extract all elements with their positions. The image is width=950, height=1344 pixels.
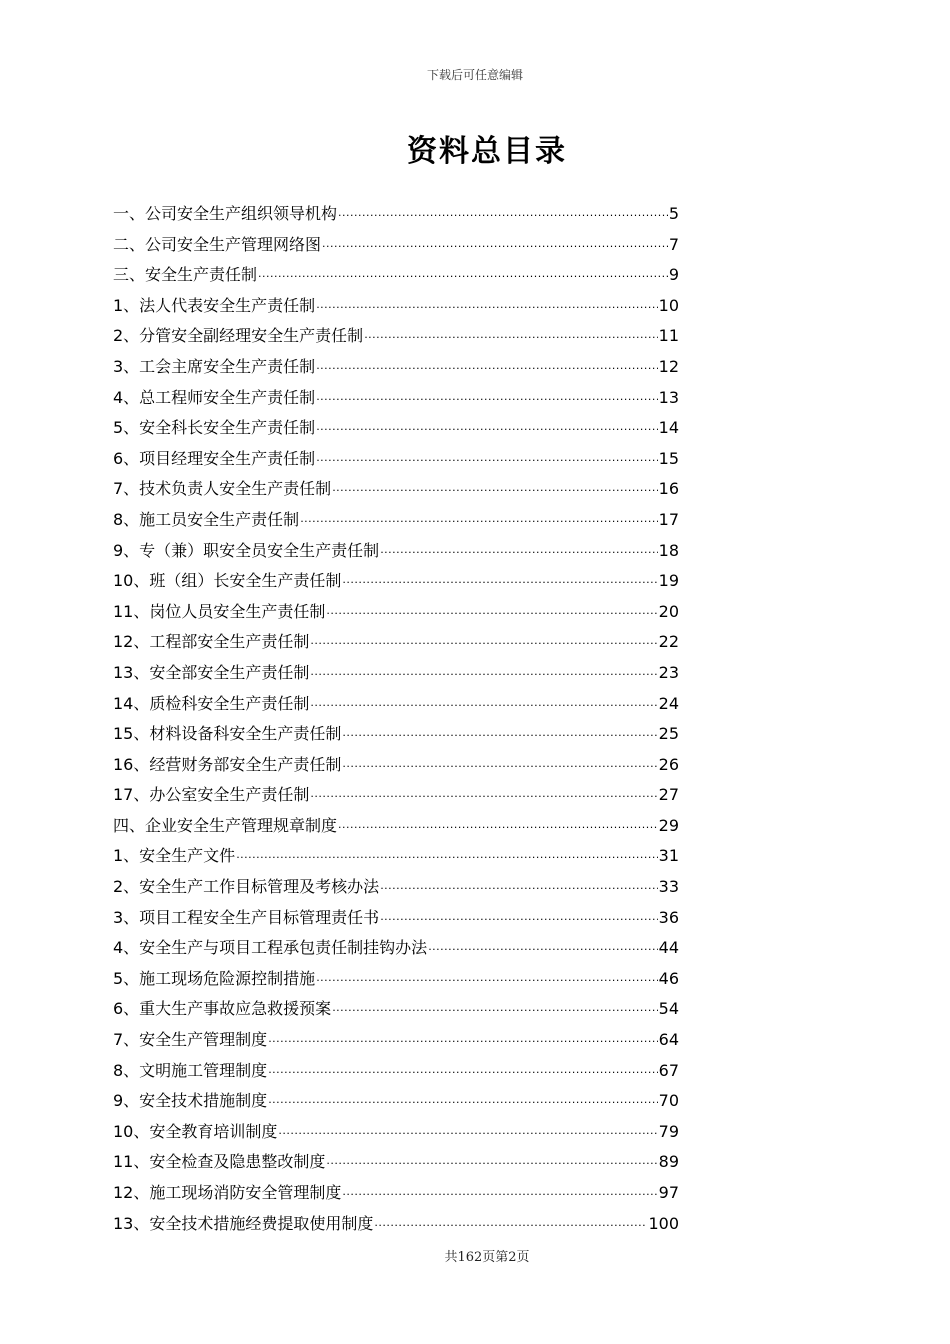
toc-dot-leader xyxy=(326,1149,657,1180)
toc-entry-page-number: 26 xyxy=(658,754,679,774)
toc-entry-page-number: 23 xyxy=(658,662,679,682)
header-note: 下载后可任意编辑 xyxy=(426,68,523,82)
toc-dot-leader xyxy=(300,507,657,538)
toc-entry[interactable] xyxy=(113,536,679,567)
toc-entry-label: 14、质检科安全生产责任制 xyxy=(113,693,310,713)
toc-entry[interactable] xyxy=(113,1086,679,1117)
toc-entry-page-number: 25 xyxy=(658,724,679,744)
toc-dot-leader xyxy=(322,232,668,263)
toc-entry-page-number: 89 xyxy=(658,1152,679,1172)
toc-dot-leader xyxy=(380,874,657,905)
toc-entry-page-number: 14 xyxy=(658,418,679,438)
toc-entry[interactable] xyxy=(113,964,679,995)
toc-entry-page-number: 36 xyxy=(658,907,679,927)
toc-entry-page-number: 13 xyxy=(658,387,679,407)
toc-entry-label: 7、技术负责人安全生产责任制 xyxy=(113,479,332,499)
toc-entry-label: 1、安全生产文件 xyxy=(113,846,236,866)
toc-entry-page-number: 27 xyxy=(658,785,679,805)
toc-entry-label: 1、法人代表安全生产责任制 xyxy=(113,295,316,315)
toc-entry[interactable] xyxy=(113,383,679,414)
toc-dot-leader xyxy=(342,568,657,599)
toc-dot-leader xyxy=(310,629,657,660)
toc-entry-page-number: 15 xyxy=(658,448,679,468)
toc-entry[interactable] xyxy=(113,658,679,689)
toc-entry-page-number: 5 xyxy=(668,204,679,223)
toc-entry[interactable] xyxy=(113,1147,679,1178)
toc-entry-label: 13、安全技术措施经费提取使用制度 xyxy=(113,1213,374,1233)
toc-dot-leader xyxy=(268,1027,657,1058)
toc-entry-label: 16、经营财务部安全生产责任制 xyxy=(113,754,342,774)
page-title: 资料总目录 xyxy=(407,134,567,169)
toc-dot-leader xyxy=(316,385,657,416)
toc-entry[interactable] xyxy=(113,689,679,720)
toc-entry-page-number: 67 xyxy=(658,1060,679,1080)
toc-entry[interactable] xyxy=(113,1209,679,1240)
toc-entry-label: 二、公司安全生产管理网络图 xyxy=(113,234,322,254)
toc-entry-page-number: 7 xyxy=(668,234,679,254)
toc-entry[interactable] xyxy=(113,230,679,261)
toc-entry-label: 9、安全技术措施制度 xyxy=(113,1091,268,1111)
toc-entry-page-number: 10 xyxy=(658,295,679,315)
toc-entry-label: 15、材料设备科安全生产责任制 xyxy=(113,724,342,744)
toc-entry-label: 12、工程部安全生产责任制 xyxy=(113,632,310,652)
toc-entry[interactable] xyxy=(113,1178,679,1209)
table-of-contents xyxy=(113,199,679,1239)
toc-entry[interactable] xyxy=(113,566,679,597)
toc-entry-page-number: 24 xyxy=(658,693,679,713)
toc-entry[interactable] xyxy=(113,321,679,352)
toc-entry-label: 一、公司安全生产组织领导机构 xyxy=(113,204,338,223)
toc-entry[interactable] xyxy=(113,903,679,934)
toc-entry[interactable] xyxy=(113,291,679,322)
toc-dot-leader xyxy=(278,1119,657,1150)
toc-entry-page-number: 17 xyxy=(658,509,679,529)
toc-entry-page-number: 70 xyxy=(658,1091,679,1111)
toc-entry[interactable] xyxy=(113,1025,679,1056)
toc-entry-page-number: 16 xyxy=(658,479,679,499)
toc-entry-label: 11、岗位人员安全生产责任制 xyxy=(113,601,326,621)
toc-entry[interactable] xyxy=(113,1056,679,1087)
toc-entry[interactable] xyxy=(113,352,679,383)
toc-entry-label: 8、施工员安全生产责任制 xyxy=(113,509,300,529)
toc-entry-page-number: 31 xyxy=(658,846,679,866)
toc-entry-page-number: 33 xyxy=(658,877,679,897)
toc-entry-page-number: 12 xyxy=(658,356,679,376)
toc-entry-label: 6、重大生产事故应急救援预案 xyxy=(113,999,332,1019)
toc-entry[interactable] xyxy=(113,872,679,903)
toc-entry-label: 5、施工现场危险源控制措施 xyxy=(113,968,316,988)
toc-entry[interactable] xyxy=(113,1117,679,1148)
toc-entry-label: 2、安全生产工作目标管理及考核办法 xyxy=(113,877,380,897)
toc-entry-label: 10、安全教育培训制度 xyxy=(113,1121,278,1141)
toc-dot-leader xyxy=(338,201,668,232)
toc-entry-page-number: 18 xyxy=(658,540,679,560)
toc-dot-leader xyxy=(236,843,657,874)
toc-dot-leader xyxy=(380,538,657,569)
toc-entry-label: 3、工会主席安全生产责任制 xyxy=(113,356,316,376)
toc-dot-leader xyxy=(364,323,657,354)
toc-dot-leader xyxy=(258,262,668,293)
toc-dot-leader xyxy=(316,354,657,385)
toc-dot-leader xyxy=(342,721,657,752)
toc-dot-leader xyxy=(326,599,657,630)
toc-entry-label: 4、安全生产与项目工程承包责任制挂钩办法 xyxy=(113,938,428,958)
toc-entry-page-number: 54 xyxy=(658,999,679,1019)
toc-dot-leader xyxy=(338,813,658,844)
toc-entry-label: 四、企业安全生产管理规章制度 xyxy=(113,815,338,835)
toc-dot-leader xyxy=(310,691,657,722)
toc-dot-leader xyxy=(342,1180,657,1211)
toc-entry[interactable] xyxy=(113,627,679,658)
toc-dot-leader xyxy=(428,935,657,966)
toc-entry-label: 5、安全科长安全生产责任制 xyxy=(113,418,316,438)
toc-entry-label: 17、办公室安全生产责任制 xyxy=(113,785,310,805)
toc-entry[interactable] xyxy=(113,811,679,842)
toc-entry-page-number: 9 xyxy=(668,265,679,285)
toc-dot-leader xyxy=(332,476,657,507)
toc-entry-label: 12、施工现场消防安全管理制度 xyxy=(113,1183,342,1202)
toc-entry[interactable] xyxy=(113,505,679,536)
toc-entry-label: 4、总工程师安全生产责任制 xyxy=(113,387,316,407)
toc-entry-label: 三、安全生产责任制 xyxy=(113,265,258,285)
toc-entry[interactable] xyxy=(113,260,679,291)
toc-dot-leader xyxy=(374,1211,647,1242)
toc-dot-leader xyxy=(268,1088,657,1119)
toc-entry-page-number: 46 xyxy=(658,968,679,988)
toc-entry[interactable] xyxy=(113,413,679,444)
toc-entry[interactable] xyxy=(113,444,679,475)
toc-dot-leader xyxy=(332,996,657,1027)
toc-dot-leader xyxy=(316,293,657,324)
toc-dot-leader xyxy=(316,966,657,997)
toc-entry-page-number: 64 xyxy=(658,1030,679,1050)
toc-entry[interactable] xyxy=(113,841,679,872)
toc-entry-page-number: 11 xyxy=(658,326,679,346)
toc-entry-page-number: 44 xyxy=(658,938,679,958)
toc-dot-leader xyxy=(380,905,657,936)
toc-entry-label: 11、安全检查及隐患整改制度 xyxy=(113,1152,326,1172)
toc-entry-page-number: 22 xyxy=(658,632,679,652)
toc-dot-leader xyxy=(342,752,657,783)
toc-entry[interactable] xyxy=(113,994,679,1025)
toc-entry-label: 13、安全部安全生产责任制 xyxy=(113,662,310,682)
toc-entry-page-number: 79 xyxy=(658,1121,679,1141)
toc-entry[interactable] xyxy=(113,199,679,230)
toc-entry-page-number: 29 xyxy=(658,815,679,835)
toc-dot-leader xyxy=(310,782,657,813)
toc-entry-label: 6、项目经理安全生产责任制 xyxy=(113,448,316,468)
page-footer: 共162页第2页 xyxy=(444,1250,530,1265)
toc-entry[interactable] xyxy=(113,750,679,781)
toc-dot-leader xyxy=(316,446,657,477)
toc-entry[interactable] xyxy=(113,933,679,964)
toc-dot-leader xyxy=(316,415,657,446)
toc-entry-page-number: 20 xyxy=(658,601,679,621)
toc-entry-label: 9、专（兼）职安全员安全生产责任制 xyxy=(113,540,380,560)
toc-dot-leader xyxy=(310,660,657,691)
toc-entry-label: 8、文明施工管理制度 xyxy=(113,1060,268,1080)
toc-dot-leader xyxy=(268,1058,657,1089)
toc-entry-page-number: 100 xyxy=(648,1213,679,1233)
toc-entry-label: 3、项目工程安全生产目标管理责任书 xyxy=(113,907,380,927)
toc-entry[interactable] xyxy=(113,597,679,628)
toc-entry-label: 7、安全生产管理制度 xyxy=(113,1030,268,1050)
toc-entry-label: 10、班（组）长安全生产责任制 xyxy=(113,571,342,591)
toc-entry-page-number: 97 xyxy=(658,1183,679,1202)
toc-entry[interactable] xyxy=(113,780,679,811)
toc-entry-label: 2、分管安全副经理安全生产责任制 xyxy=(113,326,364,346)
toc-entry[interactable] xyxy=(113,719,679,750)
toc-entry-page-number: 19 xyxy=(658,571,679,591)
toc-entry[interactable] xyxy=(113,474,679,505)
